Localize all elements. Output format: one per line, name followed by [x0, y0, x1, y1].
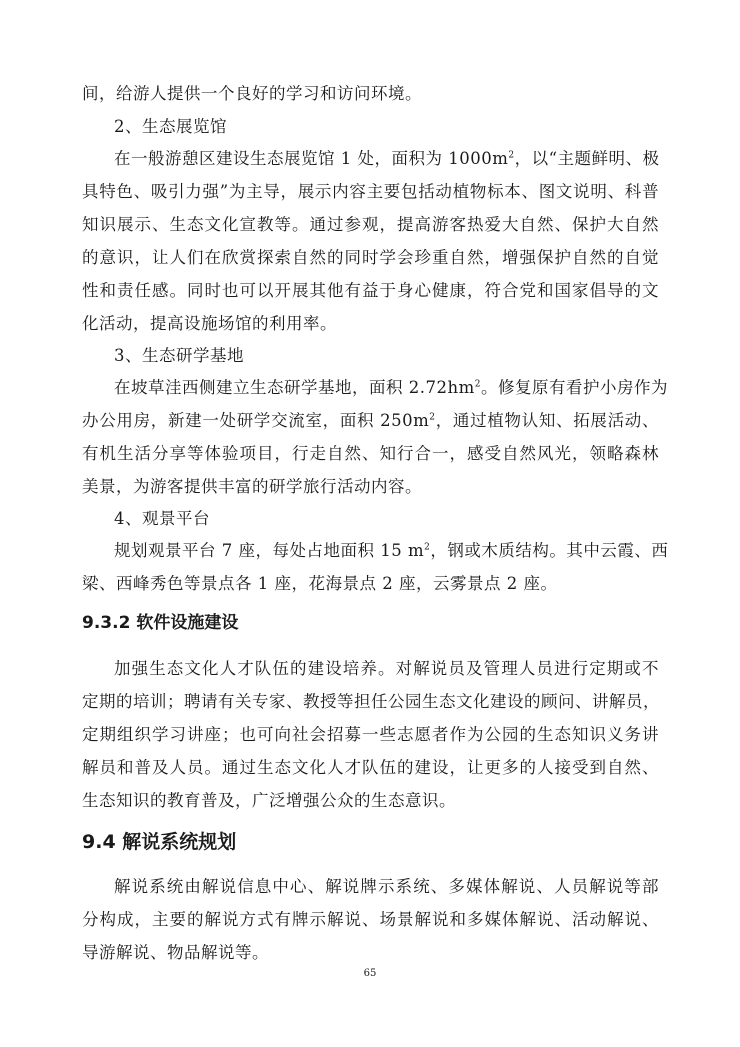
paragraph-line: 导游解说、物品解说等。 — [82, 943, 269, 962]
paragraph-line: 办公用房，新建一处研学交流室，面积 $250m^2$，通过植物认知、拓展活动、 — [82, 411, 659, 430]
paragraph-line: 在一般游憩区建设生态展览馆 1 处，面积为 $1000m^2$，以“主题鲜明、极 — [114, 149, 660, 168]
paragraph-line: 生态知识的教育普及，广泛增强公众的生态意识。 — [82, 791, 456, 810]
section-heading-9-3-2: 9.3.2 软件设施建设 — [82, 613, 239, 633]
paragraph-line: 加强生态文化人才队伍的建设培养。对解说员及管理人员进行定期或不 — [114, 659, 659, 678]
paragraph-line: 定期的培训；聘请有关专家、教授等担任公园生态文化建设的顾问、讲解员， — [82, 692, 660, 711]
subsection-title-ecology-exhibition-hall: 2、生态展览馆 — [114, 117, 227, 136]
paragraph-line: 具特色、吸引力强”为主导，展示内容主要包括动植物标本、图文说明、科普 — [82, 182, 659, 201]
subsection-title-viewing-platform: 4、观景平台 — [114, 509, 210, 528]
paragraph-line: 性和责任感。同时也可以开展其他有益于身心健康，符合党和国家倡导的文 — [82, 281, 659, 300]
paragraph-line: 间，给游人提供一个良好的学习和访问环境。 — [82, 84, 422, 103]
paragraph-line: 化活动，提高设施场馆的利用率。 — [82, 314, 337, 333]
paragraph-line: 解说系统由解说信息中心、解说牌示系统、多媒体解说、人员解说等部 — [114, 877, 659, 896]
paragraph-line: 规划观景平台 7 座，每处占地面积 15 $m^2$，钢或木质结构。其中云霞、西 — [114, 541, 669, 560]
paragraph-line: 在坡草洼西侧建立生态研学基地，面积 $2.72hm^2$。修复原有看护小房作为 — [114, 378, 668, 397]
paragraph-line: 有机生活分享等体验项目，行走自然、知行合一，感受自然风光，领略森林 — [82, 444, 659, 463]
subsection-title-ecology-study-base: 3、生态研学基地 — [114, 346, 244, 365]
paragraph-line: 梁、西峰秀色等景点各 1 座，花海景点 2 座，云雾景点 2 座。 — [82, 574, 558, 593]
page-number: 65 — [363, 968, 377, 979]
paragraph-line: 解员和普及人员。通过生态文化人才队伍的建设，让更多的人接受到自然、 — [82, 758, 659, 777]
paragraph-line: 美景，为游客提供丰富的研学旅行活动内容。 — [82, 477, 422, 496]
paragraph-line: 知识展示、生态文化宣教等。通过参观，提高游客热爱大自然、保护大自然 — [82, 215, 659, 234]
paragraph-line: 定期组织学习讲座；也可向社会招募一些志愿者作为公园的生态知识义务讲 — [82, 725, 659, 744]
section-heading-9-4: 9.4 解说系统规划 — [82, 831, 237, 853]
paragraph-line: 分构成，主要的解说方式有牌示解说、场景解说和多媒体解说、活动解说、 — [82, 910, 659, 929]
paragraph-line: 的意识，让人们在欣赏探索自然的同时学会珍重自然，增强保护自然的自觉 — [82, 248, 659, 267]
